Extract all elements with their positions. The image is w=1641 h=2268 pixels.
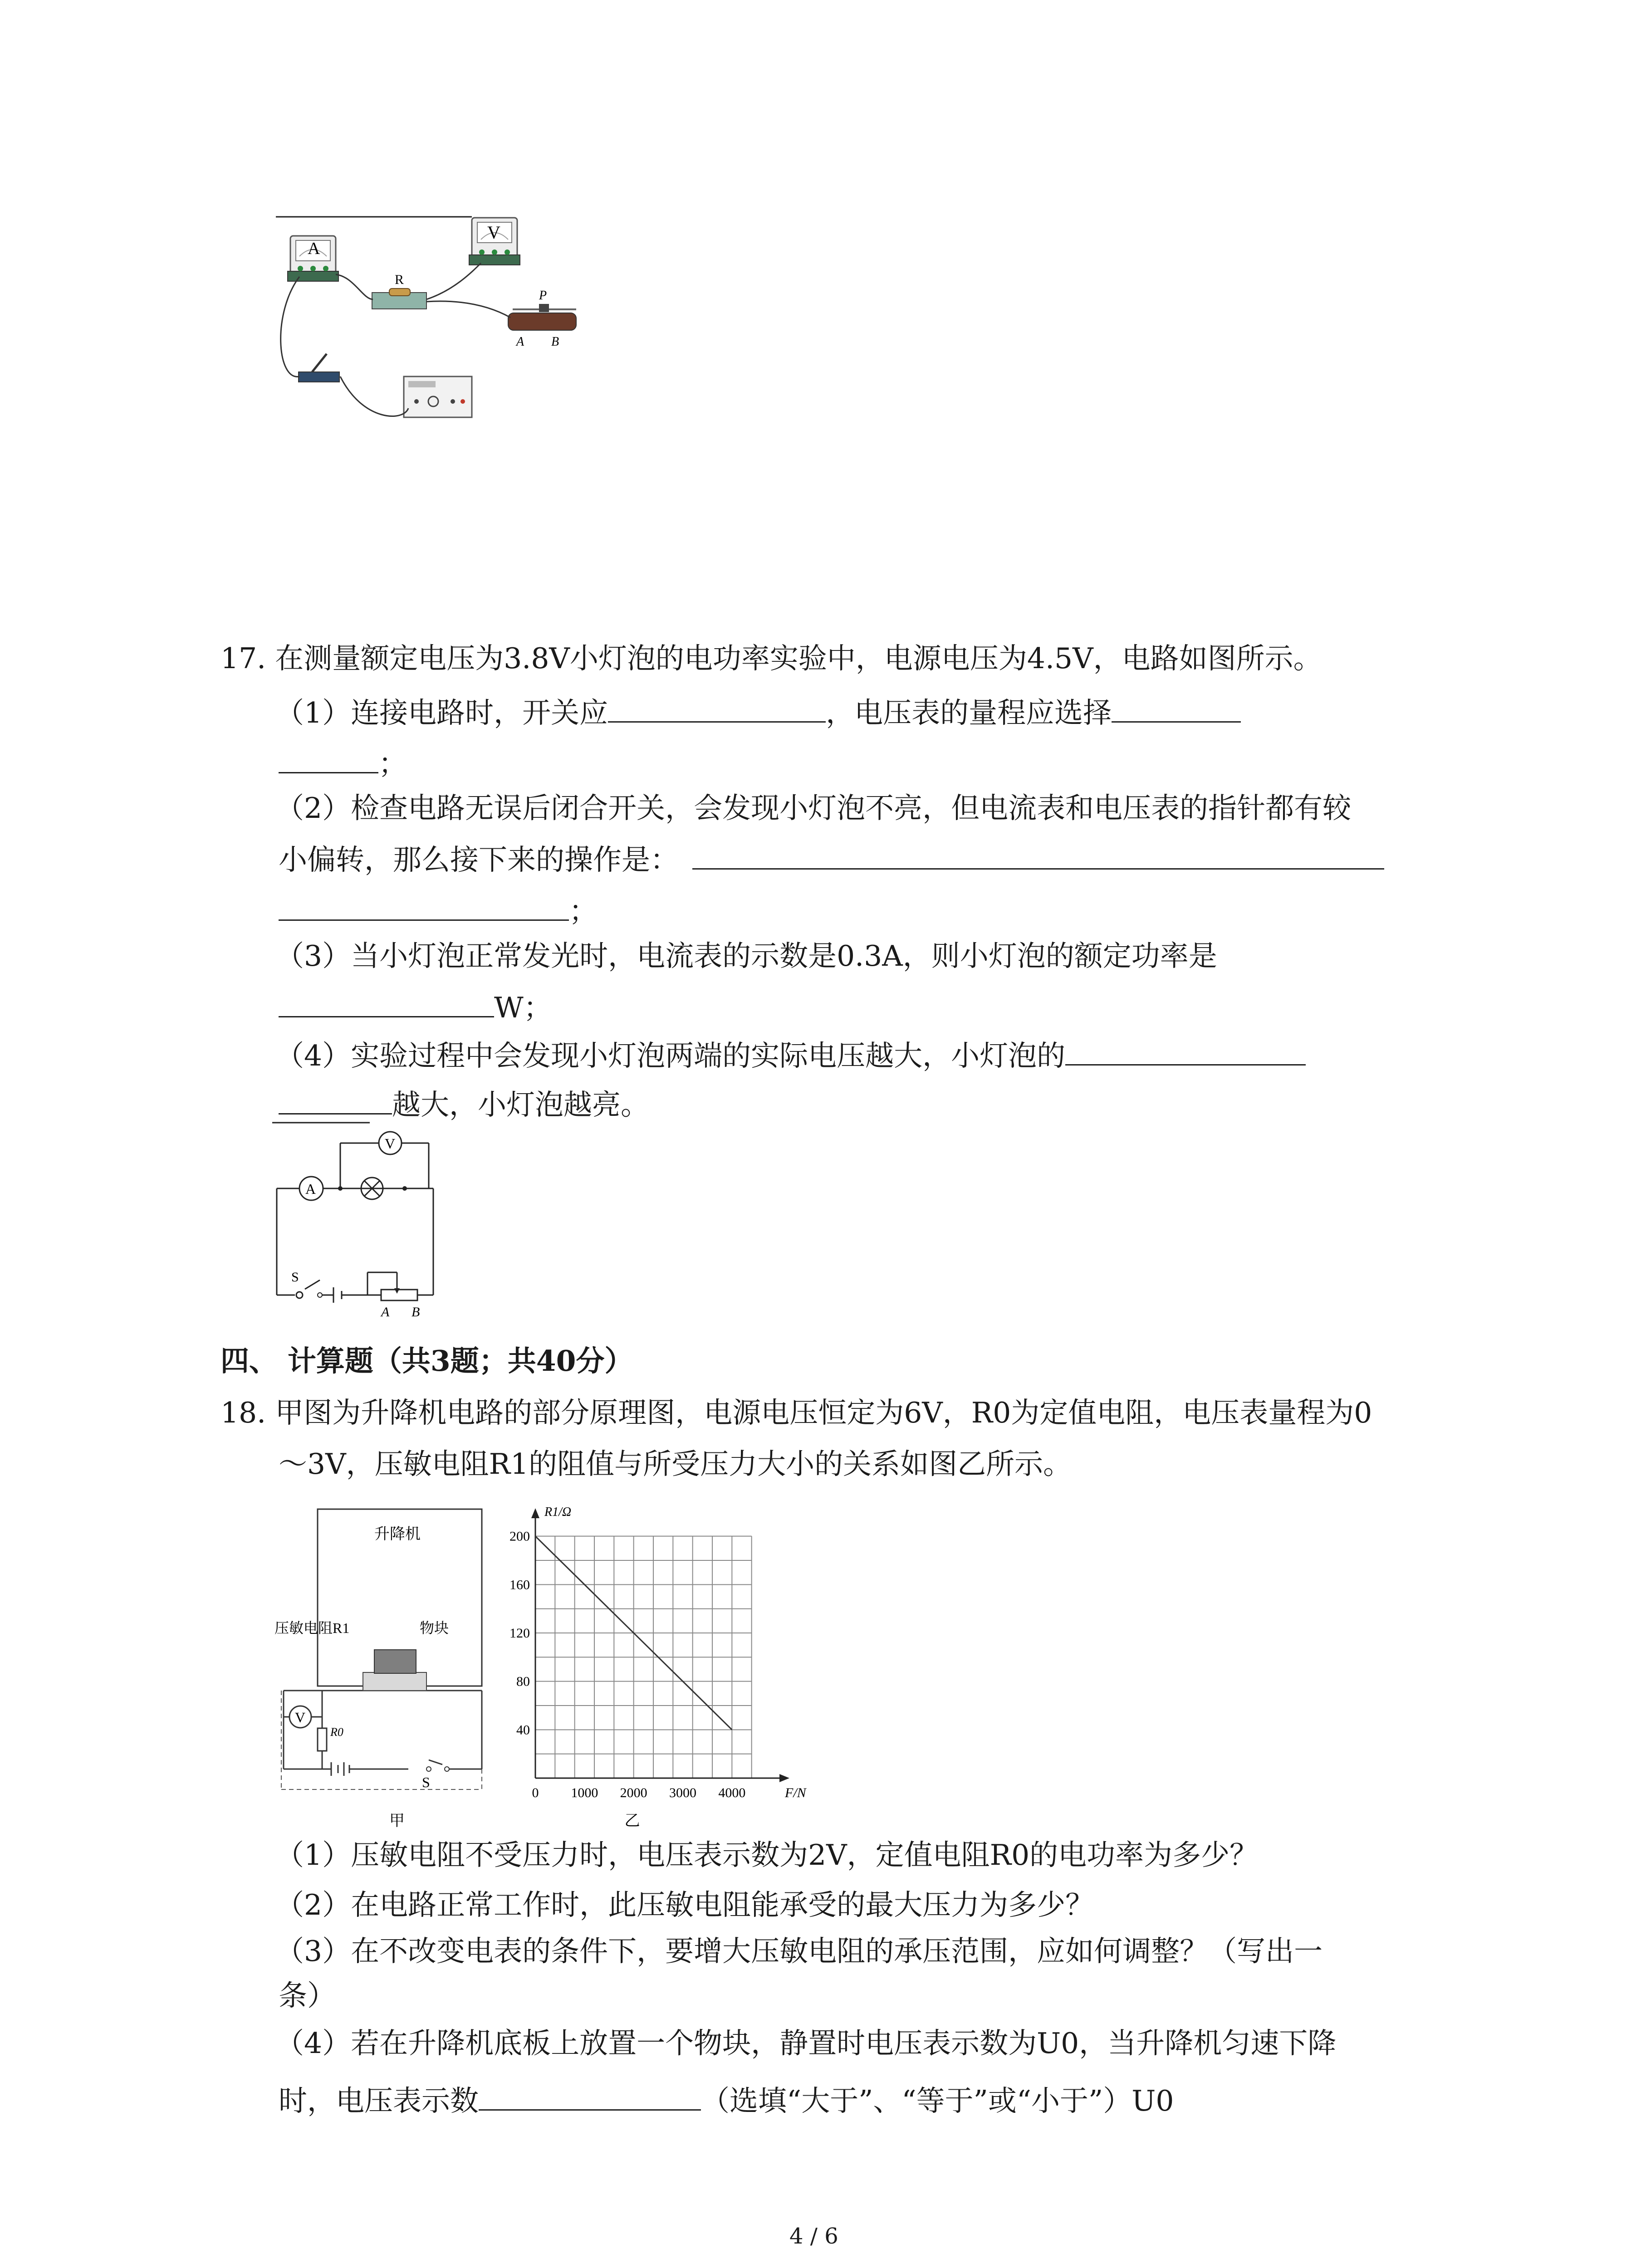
chart-grid <box>535 1536 752 1778</box>
svg-text:S: S <box>291 1270 299 1285</box>
svg-text:压敏电阻R1: 压敏电阻R1 <box>274 1620 350 1636</box>
resistor-device <box>372 272 426 309</box>
svg-text:物块: 物块 <box>420 1620 449 1636</box>
y-axis-arrow <box>531 1508 539 1518</box>
x-axis-arrow <box>779 1774 789 1782</box>
svg-text:B: B <box>411 1305 420 1320</box>
q17-part1-cont: ； <box>279 744 407 782</box>
chart-tick-labels <box>509 1529 745 1800</box>
section-heading: 四、 计算题（共3题；共40分） <box>220 1344 633 1378</box>
q18-part3-line2: 条） <box>279 1979 336 2012</box>
svg-text:B: B <box>551 335 559 349</box>
svg-text:A: A <box>516 335 524 349</box>
q18-part4-line2: 时，电压表示数 （选填“大于”、“等于”或“小于”）U0 <box>279 2081 1174 2119</box>
svg-text:A: A <box>381 1305 390 1320</box>
y-tick-label: 160 <box>509 1577 530 1593</box>
q17-part2-cont: ； <box>279 891 598 929</box>
q18-part2: （2）在电路正常工作时，此压敏电阻能承受的最大压力为多少？ <box>275 1888 1094 1921</box>
y-tick-label: 200 <box>509 1529 530 1544</box>
q17-answer-blank-3-cont[interactable] <box>279 891 569 921</box>
svg-text:P: P <box>539 288 547 303</box>
q17-answer-blank-5-cont[interactable] <box>279 1085 392 1114</box>
ammeter-device <box>288 236 338 281</box>
svg-text:升降机: 升降机 <box>374 1525 421 1543</box>
q17-answer-blank-2[interactable] <box>1112 693 1241 723</box>
svg-text:R: R <box>395 272 404 287</box>
q17-answer-blank-4[interactable] <box>279 988 494 1017</box>
page-number: 4 / 6 <box>789 2224 838 2249</box>
rheostat-device <box>508 288 576 349</box>
q18-stem-line1: 18. 甲图为升降机电路的部分原理图，电源电压恒定为6V，R0为定值电阻，电压表量程为0 <box>220 1396 1372 1429</box>
svg-text:A: A <box>305 1181 316 1197</box>
q17-part3: （3）当小灯泡正常发光时，电流表的示数是0.3A，则小灯泡的额定功率是 <box>275 939 1217 973</box>
q18-resistance-force-graph <box>490 1505 806 1833</box>
q17-answer-blank-3[interactable] <box>692 840 1384 870</box>
q17-part1: （1）连接电路时，开关应 ，电压表的量程应选择 <box>275 693 1241 731</box>
q18-answer-blank[interactable] <box>479 2081 701 2111</box>
x-tick-label: 3000 <box>669 1785 696 1800</box>
chart-caption: 乙 <box>624 1813 640 1829</box>
q17-answer-blank-5[interactable] <box>1065 1036 1306 1066</box>
q18-part4-line1: （4）若在升降机底板上放置一个物块，静置时电压表示数为U0，当升降机匀速下降 <box>275 2027 1337 2060</box>
x-tick-label: 1000 <box>571 1785 598 1800</box>
svg-text:V: V <box>295 1709 306 1725</box>
chart-axes <box>531 1508 789 1782</box>
q17-part4: （4）实验过程中会发现小灯泡两端的实际电压越大，小灯泡的 <box>275 1036 1306 1074</box>
chart-x-axis-label: F/N <box>785 1785 806 1800</box>
svg-text:V: V <box>385 1135 396 1152</box>
svg-text:V: V <box>487 222 500 243</box>
svg-text:A: A <box>308 239 320 258</box>
q17-part2-line2: 小偏转，那么接下来的操作是： <box>279 840 1384 878</box>
svg-text:R0: R0 <box>330 1725 343 1739</box>
svg-text:S: S <box>422 1774 430 1790</box>
q17-part2-line1: （2）检查电路无误后闭合开关，会发现小灯泡不亮，但电流表和电压表的指针都有较 <box>275 792 1352 825</box>
q18-part3-line1: （3）在不改变电表的条件下，要增大压敏电阻的承压范围，应如何调整？（写出一 <box>275 1935 1323 1968</box>
voltmeter-device <box>469 218 520 265</box>
q17-stem: 17. 在测量额定电压为3.8V小灯泡的电功率实验中，电源电压为4.5V，电路如图所示。 <box>220 642 1322 675</box>
y-tick-label: 80 <box>516 1674 530 1689</box>
x-tick-label: 4000 <box>718 1785 746 1800</box>
q18-part1: （1）压敏电阻不受压力时，电压表示数为2V，定值电阻R0的电功率为多少？ <box>275 1838 1259 1872</box>
q18-stem-line2: ～3V，压敏电阻R1的阻值与所受压力大小的关系如图乙所示。 <box>279 1447 1072 1481</box>
x-tick-label: 0 <box>532 1785 539 1800</box>
x-tick-label: 2000 <box>620 1785 647 1800</box>
q17-answer-blank-1[interactable] <box>608 693 826 723</box>
switch-device <box>299 354 339 382</box>
chart-y-axis-label: R1/Ω <box>544 1505 572 1519</box>
power-supply-device <box>404 376 472 417</box>
q16-circuit-figure <box>272 209 635 445</box>
q18-elevator-circuit-jia <box>272 1504 485 1835</box>
y-tick-label: 120 <box>509 1626 530 1641</box>
q17-answer-blank-2-cont[interactable] <box>279 744 378 773</box>
y-tick-label: 40 <box>516 1722 530 1738</box>
q17-part4-cont: 越大，小灯泡越亮。 <box>279 1085 649 1123</box>
q17-circuit-diagram <box>272 1120 463 1334</box>
svg-text:甲: 甲 <box>389 1813 405 1829</box>
q17-part3-cont: W； <box>279 988 552 1026</box>
